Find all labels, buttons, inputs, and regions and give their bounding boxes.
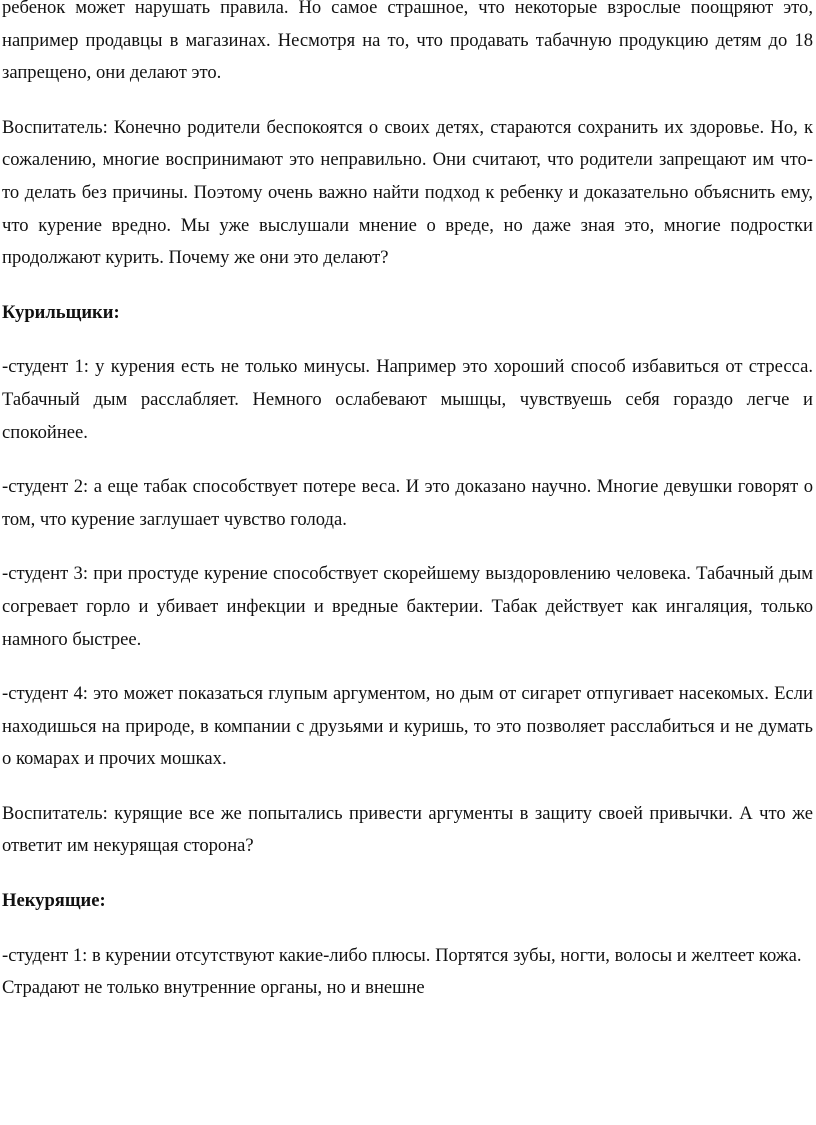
heading-smokers: Курильщики: bbox=[2, 301, 120, 323]
paragraph-non-smoker-student-1: -студент 1: в курении отсутствуют какие-либо плюсы. Портятся зубы, ногти, волосы и желтеет кожа. Страдают не только внутренние органы, но и внешне bbox=[2, 944, 802, 999]
paragraph-intro: ребенок может нарушать правила. Но самое страшное, что некоторые взрослые поощряют это, например продавцы в магазинах. Несмотря на то, что продавать табачную продукцию детям до 18 запрещено, они делают это. bbox=[2, 0, 813, 84]
paragraph-educator-1: Воспитатель: Конечно родители беспокоятся о своих детях, стараются сохранить их здоровье. Но, к сожалению, многие воспринимают это неправильно. Они считают, что родители запрещают им что-то делать без причины. Поэтому очень важно найти подход к ребенку и доказательно объяснить ему, что курение вредно. Мы уже выслушали мнение о вреде, но даже зная это, многие подростки продолжают курить. Почему же они это делают? bbox=[2, 116, 813, 269]
heading-non-smokers: Некурящие: bbox=[2, 890, 106, 912]
paragraph-smoker-student-4: -студент 4: это может показаться глупым аргументом, но дым от сигарет отпугивает насекомых. Если находишься на природе, в компании с друзьями и куришь, то это позволяет расслабиться и не думать о комарах и прочих мошках. bbox=[2, 683, 813, 770]
paragraph-educator-2: Воспитатель: курящие все же попытались привести аргументы в защиту своей привычки. А что же ответит им некурящая сторона? bbox=[2, 802, 813, 857]
paragraph-smoker-student-3: -студент 3: при простуде курение способствует скорейшему выздоровлению человека. Табачный дым согревает горло и убивает инфекции и вредные бактерии. Табак действует как ингаляция, только намного быстрее. bbox=[2, 563, 813, 650]
paragraph-smoker-student-1: -студент 1: у курения есть не только минусы. Например это хороший способ избавиться от стресса. Табачный дым расслабляет. Немного ослабевают мышцы, чувствуешь себя гораздо легче и спокойнее. bbox=[2, 356, 813, 443]
paragraph-smoker-student-2: -студент 2: а еще табак способствует потере веса. И это доказано научно. Многие девушки говорят о том, что курение заглушает чувство голода. bbox=[2, 476, 813, 530]
